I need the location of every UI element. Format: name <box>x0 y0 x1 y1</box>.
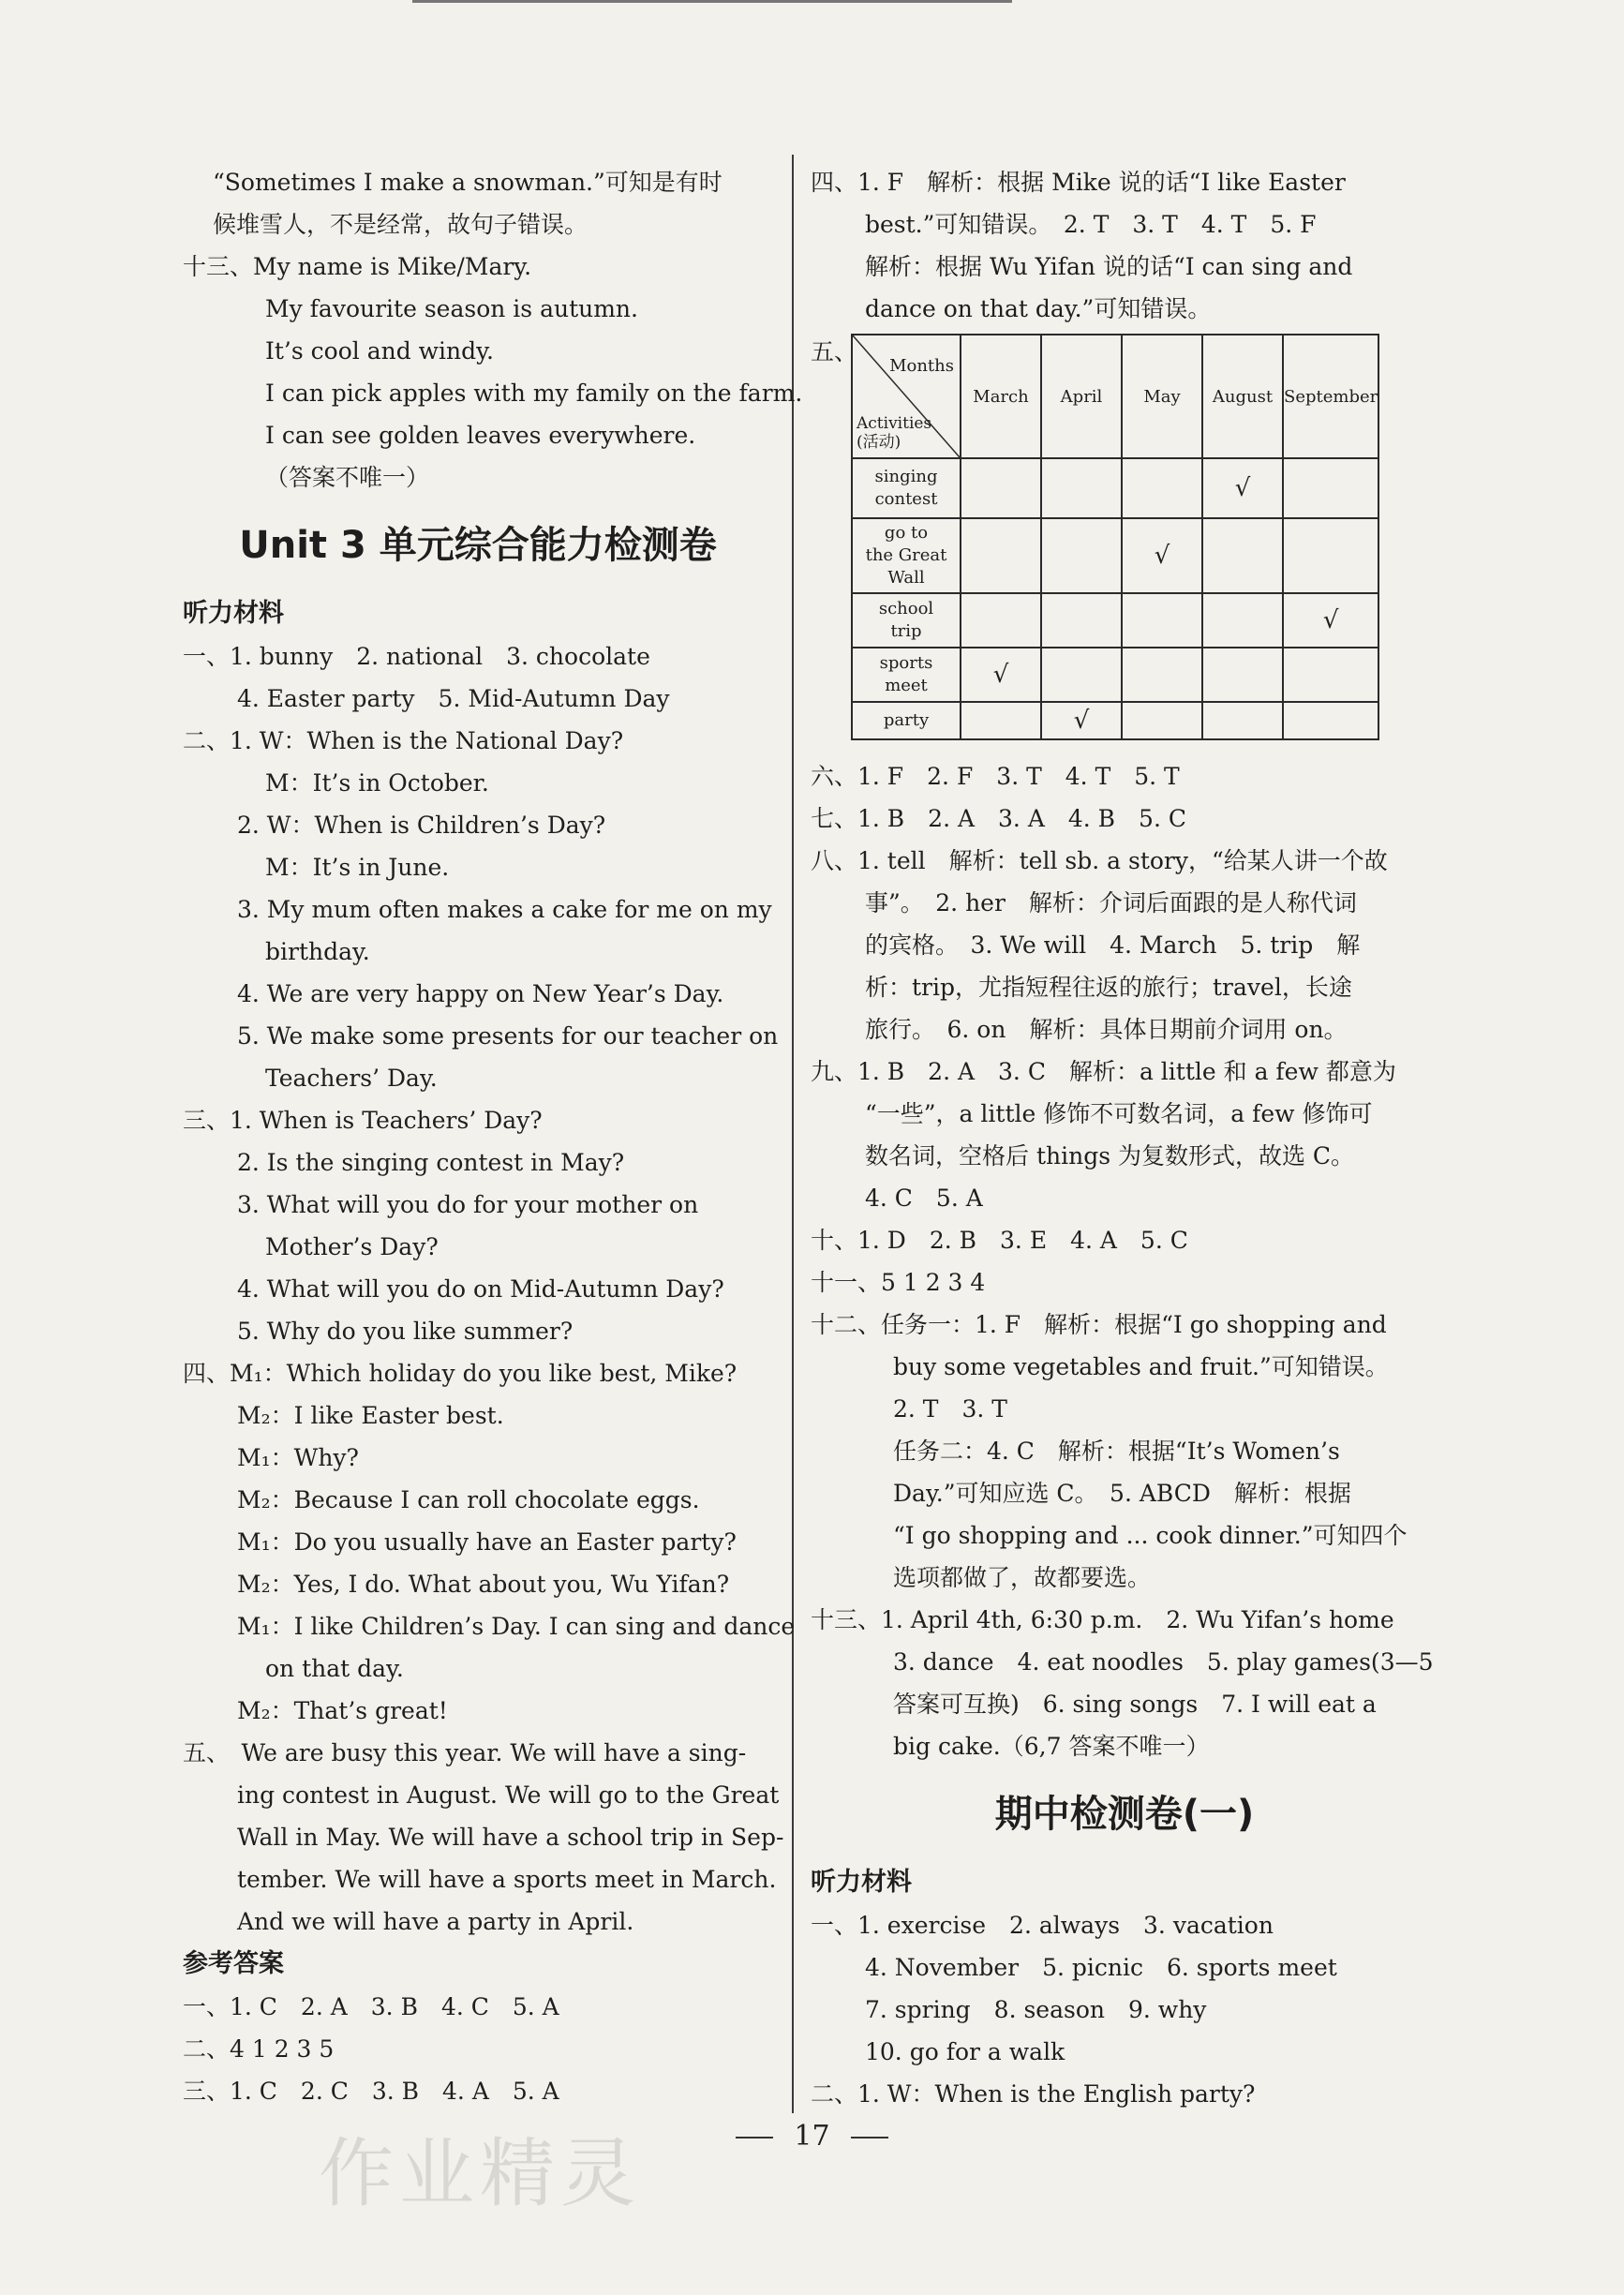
answer-8-line: 八、1. tell 解析：tell sb. a story，“给某人讲一个故 <box>811 847 1388 874</box>
activity-label: singing <box>874 467 938 486</box>
listening-5-line: ing contest in August. We will go to the Great <box>237 1781 780 1809</box>
answer-8-line: 的宾格。 3. We will 4. March 5. trip 解 <box>865 931 1361 959</box>
midterm-listening-1-line: 10. go for a walk <box>865 2038 1065 2065</box>
page-dash-right <box>851 2137 888 2139</box>
listening-4-line: on that day. <box>265 1655 404 1682</box>
month-cell <box>1122 593 1202 648</box>
answer-4-line: dance on that day.”可知错误。 <box>865 295 1212 322</box>
midterm-title: 期中检测卷(一) <box>994 1793 1255 1836</box>
midterm-listening-2-line: 二、1. W：When is the English party? <box>811 2080 1256 2108</box>
month-header: September <box>1283 335 1378 458</box>
listening-5-line: And we will have a party in April. <box>237 1908 634 1935</box>
unit-title: Unit 3 单元综合能力检测卷 <box>239 524 717 567</box>
check-mark: √ <box>1073 707 1090 735</box>
activity-label: Wall <box>887 568 925 588</box>
intro-line: 候堆雪人，不是经常，故句子错误。 <box>213 211 589 238</box>
month-cell <box>1283 593 1378 648</box>
month-cell <box>1202 593 1283 648</box>
listening-3-line: Mother’s Day? <box>265 1233 439 1260</box>
month-cell <box>1122 648 1202 702</box>
month-cell <box>1202 458 1283 518</box>
check-mark: √ <box>1154 542 1170 570</box>
listening-2-line: 4. We are very happy on New Year’s Day. <box>237 980 724 1007</box>
check-mark: √ <box>1234 474 1251 502</box>
activity-label: trip <box>890 621 922 641</box>
activity-label: meet <box>885 676 928 695</box>
listening-2-line: 2. W：When is Children’s Day? <box>237 812 606 839</box>
month-cell <box>1202 518 1283 593</box>
listening-2-line: M：It’s in October. <box>265 769 489 797</box>
intro-line: “Sometimes I make a snowman.”可知是有时 <box>213 169 723 196</box>
answer-4-line: best.”可知错误。 2. T 3. T 4. T 5. F <box>865 211 1317 238</box>
check-mark: √ <box>992 661 1009 689</box>
listening-5-line: tember. We will have a sports meet in March. <box>237 1866 777 1893</box>
answer-12-line: “I go shopping and ... cook dinner.”可知四个 <box>893 1522 1408 1549</box>
section-13-line: I can see golden leaves everywhere. <box>265 422 696 449</box>
activity-cell <box>852 458 961 518</box>
activity-cell <box>852 518 961 593</box>
section-5-label: 五、 <box>811 338 858 365</box>
answer-line: 二、4 1 2 3 5 <box>183 2035 335 2063</box>
month-cell <box>1283 518 1378 593</box>
page-number-value: 17 <box>794 2120 830 2153</box>
answer-7-line: 七、1. B 2. A 3. A 4. B 5. C <box>811 805 1186 832</box>
listening-3-line: 三、1. When is Teachers’ Day? <box>183 1107 543 1134</box>
activity-cell <box>852 702 961 739</box>
listening-4-line: M₂：That’s great! <box>237 1697 448 1724</box>
listening-2-line: 二、1. W：When is the National Day? <box>183 727 624 754</box>
listening-2-line: Teachers’ Day. <box>265 1065 438 1092</box>
watermark: 作业精灵 <box>319 2130 641 2217</box>
month-cell <box>1041 702 1122 739</box>
corner-activities-en: Activities <box>857 414 932 433</box>
listening-2-line: 3. My mum often makes a cake for me on my <box>237 896 772 923</box>
answer-9-line: 4. C 5. A <box>865 1185 983 1212</box>
month-header: May <box>1122 335 1202 458</box>
listening-3-line: 2. Is the singing contest in May? <box>237 1149 625 1176</box>
activity-row <box>852 458 1378 518</box>
listening-1-line: 4. Easter party 5. Mid-Autumn Day <box>237 685 670 712</box>
month-cell <box>961 648 1041 702</box>
activity-cell <box>852 593 961 648</box>
answer-13-line: 十三、1. April 4th, 6:30 p.m. 2. Wu Yifan’s home <box>811 1606 1394 1633</box>
answer-12-line: buy some vegetables and fruit.”可知错误。 <box>893 1353 1389 1380</box>
activity-label: the Great <box>865 545 947 565</box>
month-cell <box>961 702 1041 739</box>
month-cell <box>1283 648 1378 702</box>
month-cell <box>961 518 1041 593</box>
answer-line: 一、1. C 2. A 3. B 4. C 5. A <box>183 1993 559 2020</box>
month-cell <box>1122 458 1202 518</box>
listening-5-line: Wall in May. We will have a school trip in Sep- <box>237 1824 784 1851</box>
month-cell <box>1122 518 1202 593</box>
month-header: August <box>1202 335 1283 458</box>
table-header-row <box>852 335 1378 458</box>
section-13-line: My favourite season is autumn. <box>265 295 638 322</box>
top-rule <box>412 0 1012 3</box>
month-cell <box>1041 593 1122 648</box>
answer-11-line: 十一、5 1 2 3 4 <box>811 1269 986 1296</box>
month-header: March <box>961 335 1041 458</box>
answer-13-line: big cake.（6,7 答案不唯一） <box>893 1733 1210 1760</box>
answer-8-line: 旅行。 6. on 解析：具体日期前介词用 on。 <box>865 1016 1348 1043</box>
month-header: April <box>1041 335 1122 458</box>
month-cell <box>1283 702 1378 739</box>
activities-table <box>851 334 1379 740</box>
month-cell <box>961 593 1041 648</box>
check-mark: √ <box>1322 606 1339 634</box>
activities-table-block <box>811 334 1438 755</box>
listening-4-line: M₁：Do you usually have an Easter party? <box>237 1528 737 1556</box>
activity-label: sports <box>879 653 933 673</box>
listening-5-line: 五、 We are busy this year. We will have a sing- <box>183 1739 747 1766</box>
answer-line: 三、1. C 2. C 3. B 4. A 5. A <box>183 2078 559 2105</box>
month-cell <box>1202 648 1283 702</box>
activity-label: party <box>883 710 930 730</box>
answer-12-line: 任务二：4. C 解析：根据“It’s Women’s <box>893 1438 1340 1465</box>
month-cell <box>1202 702 1283 739</box>
right-column <box>811 161 1438 2115</box>
corner-activities-cn: (活动) <box>857 433 901 452</box>
page-dash-left <box>736 2137 773 2139</box>
month-cell <box>1041 458 1122 518</box>
activity-cell <box>852 648 961 702</box>
listening-4-line: M₁：Why? <box>237 1444 359 1471</box>
activity-label: contest <box>874 489 938 509</box>
listening-1-line: 一、1. bunny 2. national 3. chocolate <box>183 643 650 670</box>
activity-label: go to <box>884 523 929 543</box>
left-column <box>183 161 803 2112</box>
listening-4-line: M₂：I like Easter best. <box>237 1402 504 1429</box>
answer-12-line: 2. T 3. T <box>893 1395 1007 1423</box>
answer-8-line: 事”。 2. her 解析：介词后面跟的是人称代词 <box>865 889 1357 917</box>
section-13-line: It’s cool and windy. <box>265 337 494 365</box>
answer-10-line: 十、1. D 2. B 3. E 4. A 5. C <box>811 1227 1188 1254</box>
answer-9-line: 数名词，空格后 things 为复数形式，故选 C。 <box>865 1142 1355 1170</box>
listening-heading: 听力材料 <box>811 1868 912 1897</box>
midterm-listening-1-line: 4. November 5. picnic 6. sports meet <box>865 1954 1337 1981</box>
month-cell <box>1041 518 1122 593</box>
answer-8-line: 析：trip，尤指短程往返的旅行；travel，长途 <box>865 974 1352 1001</box>
page-number <box>0 2120 1624 2153</box>
activity-row <box>852 593 1378 648</box>
answer-4-line: 解析：根据 Wu Yifan 说的话“I can sing and <box>865 253 1353 280</box>
activity-label: school <box>878 599 934 618</box>
answer-4-line: 四、1. F 解析：根据 Mike 说的话“I like Easter <box>811 169 1346 196</box>
answer-9-line: “一些”，a little 修饰不可数名词，a few 修饰可 <box>865 1100 1373 1127</box>
listening-3-line: 4. What will you do on Mid-Autumn Day? <box>237 1275 724 1303</box>
listening-4-line: M₁：I like Children’s Day. I can sing and dance <box>237 1613 796 1640</box>
listening-4-line: M₂：Yes, I do. What about you, Wu Yifan? <box>237 1571 730 1598</box>
listening-2-line: M：It’s in June. <box>265 854 450 881</box>
midterm-listening-1-line: 7. spring 8. season 9. why <box>865 1996 1207 2023</box>
answer-9-line: 九、1. B 2. A 3. C 解析：a little 和 a few 都意为 <box>811 1058 1396 1085</box>
answer-13-line: 3. dance 4. eat noodles 5. play games(3—5 <box>893 1648 1434 1676</box>
activity-row <box>852 702 1378 739</box>
corner-months-label: Months <box>889 356 954 376</box>
listening-heading: 听力材料 <box>183 599 284 628</box>
listening-4-line: 四、M₁：Which holiday do you like best, Mike? <box>183 1360 738 1387</box>
section-13-line: I can pick apples with my family on the farm. <box>265 380 803 407</box>
listening-2-line: 5. We make some presents for our teacher on <box>237 1022 779 1050</box>
listening-3-line: 3. What will you do for your mother on <box>237 1191 699 1218</box>
listening-2-line: birthday. <box>265 938 370 965</box>
month-cell <box>1122 702 1202 739</box>
answer-12-line: Day.”可知应选 C。 5. ABCD 解析：根据 <box>893 1480 1351 1507</box>
table-corner-cell <box>852 335 961 458</box>
column-divider <box>792 155 794 2113</box>
section-13-line: 十三、My name is Mike/Mary. <box>183 253 532 280</box>
activities-table-body <box>852 458 1378 739</box>
month-cell <box>961 458 1041 518</box>
answer-12-line: 选项都做了，故都要选。 <box>893 1564 1152 1591</box>
section-13-line: （答案不唯一） <box>265 464 430 491</box>
answer-12-line: 十二、任务一：1. F 解析：根据“I go shopping and <box>811 1311 1387 1338</box>
activity-row <box>852 518 1378 593</box>
answer-13-line: 答案可互换) 6. sing songs 7. I will eat a <box>893 1691 1377 1718</box>
month-cell <box>1041 648 1122 702</box>
corner-activities-label <box>857 414 931 452</box>
answer-6-line: 六、1. F 2. F 3. T 4. T 5. T <box>811 763 1180 790</box>
midterm-listening-1-line: 一、1. exercise 2. always 3. vacation <box>811 1912 1274 1939</box>
answers-heading: 参考答案 <box>183 1949 284 1978</box>
listening-4-line: M₂：Because I can roll chocolate eggs. <box>237 1486 700 1513</box>
activity-row <box>852 648 1378 702</box>
month-cell <box>1283 458 1378 518</box>
listening-3-line: 5. Why do you like summer? <box>237 1318 574 1345</box>
